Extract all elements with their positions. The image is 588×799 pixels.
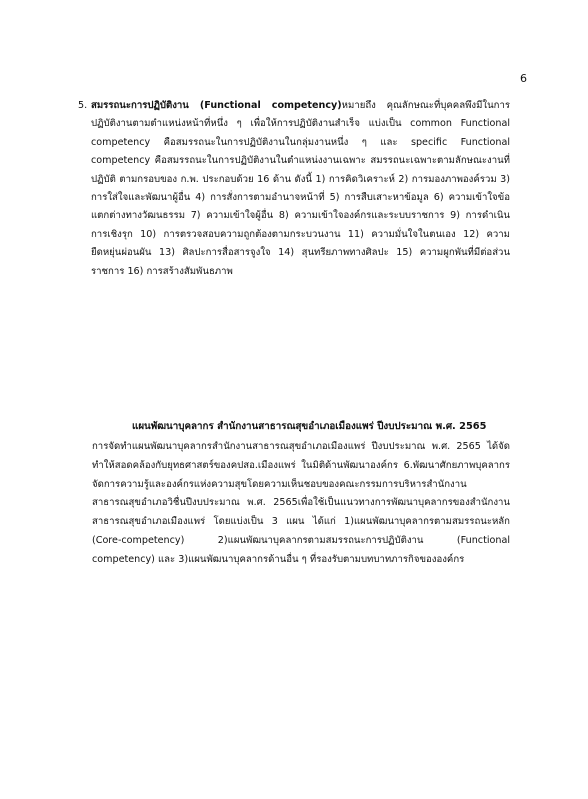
section-5-number: 5. [78, 100, 88, 111]
plan-heading: แผนพัฒนาบุคลากร สำนักงานสาธารณสุขอำเภอเมืองแพร่ ปีงบประมาณ พ.ศ. 2565 [132, 421, 487, 432]
page-number: 6 [520, 72, 527, 85]
plan-paragraph: การจัดทำแผนพัฒนาบุคลากรสำนักงานสาธารณสุขอำเภอเมืองแพร่ ปีงบประมาณ พ.ศ. 2565 ได้จัดทำให้สอดคล้องกับยุทธศาสตร์ของคปสอ.เมืองแพร่ ในมิติด้านพัฒนาองค์กร 6.พัฒนาศักยภาพบุคลากรจัดการความรู้และองค์กรแห่งความสุขโดยความเห็นชอบของคณะกรรมการบริหารสำนักงานสาธารณสุขอำเภอวิชื่นปีงบประมาณ พ.ศ. 2565เพื่อใช้เป็นแนวทางการพัฒนาบุคลากรของสำนักงานสาธารณสุขอำเภอเมืองแพร่ โดยแบ่งเป็น 3 แผน ได้แก่ 1)แผนพัฒนาบุคลากรตามสมรรถนะหลัก (Core-competency) 2)แผนพัฒนาบุคลากรตามสมรรถนะการปฏิบัติงาน (Functional competency) และ 3)แผนพัฒนาบุคลากรด้านอื่น ๆ ที่รองรับตามบทบาทภารกิจขององค์กร [92, 441, 510, 565]
section-5-title: สมรรถนะการปฏิบัติงาน (Functional competency) [91, 100, 342, 111]
section-5-body [91, 97, 510, 281]
section-5-text: หมายถึง คุณลักษณะที่บุคคลพึงมีในการปฏิบัติงานตามตำแหน่งหน้าที่หนึ่ง ๆ เพื่อให้การปฏิบัติงานสำเร็จ แบ่งเป็น common Functional competency คือสมรรถนะในการปฏิบัติงานในกลุ่มงานหนึ่ง ๆ และ specific Functional competency คือสมรรถนะในการปฏิบัติงานในตำแหน่งงานเฉพาะ สมรรถนะเฉพาะตามลักษณะงานที่ปฏิบัติ ตามกรอบของ ก.พ. ประกอบด้วย 16 ด้าน ดังนี้ 1) การคิดวิเคราะห์ 2) การมองภาพองค์รวม 3) การใส่ใจและพัฒนาผู้อื่น 4) การสั่งการตามอำนาจหน้าที่ 5) การสืบเสาะหาข้อมูล 6) ความเข้าใจข้อแตกต่างทางวัฒนธรรม 7) ความเข้าใจผู้อื่น 8) ความเข้าใจองค์กรและระบบราชการ 9) การดำเนินการเชิงรุก 10) การตรวจสอบความถูกต้องตามกระบวนงาน 11) ความมั่นใจในตนเอง 12) ความยืดหยุ่นผ่อนผัน 13) ศิลปะการสื่อสารจูงใจ 14) สุนทรียภาพทางศิลปะ 15) ความผูกพันที่มีต่อส่วนราชการ 16) การสร้างสัมพันธภาพ [91, 100, 510, 277]
section-5 [78, 97, 510, 281]
